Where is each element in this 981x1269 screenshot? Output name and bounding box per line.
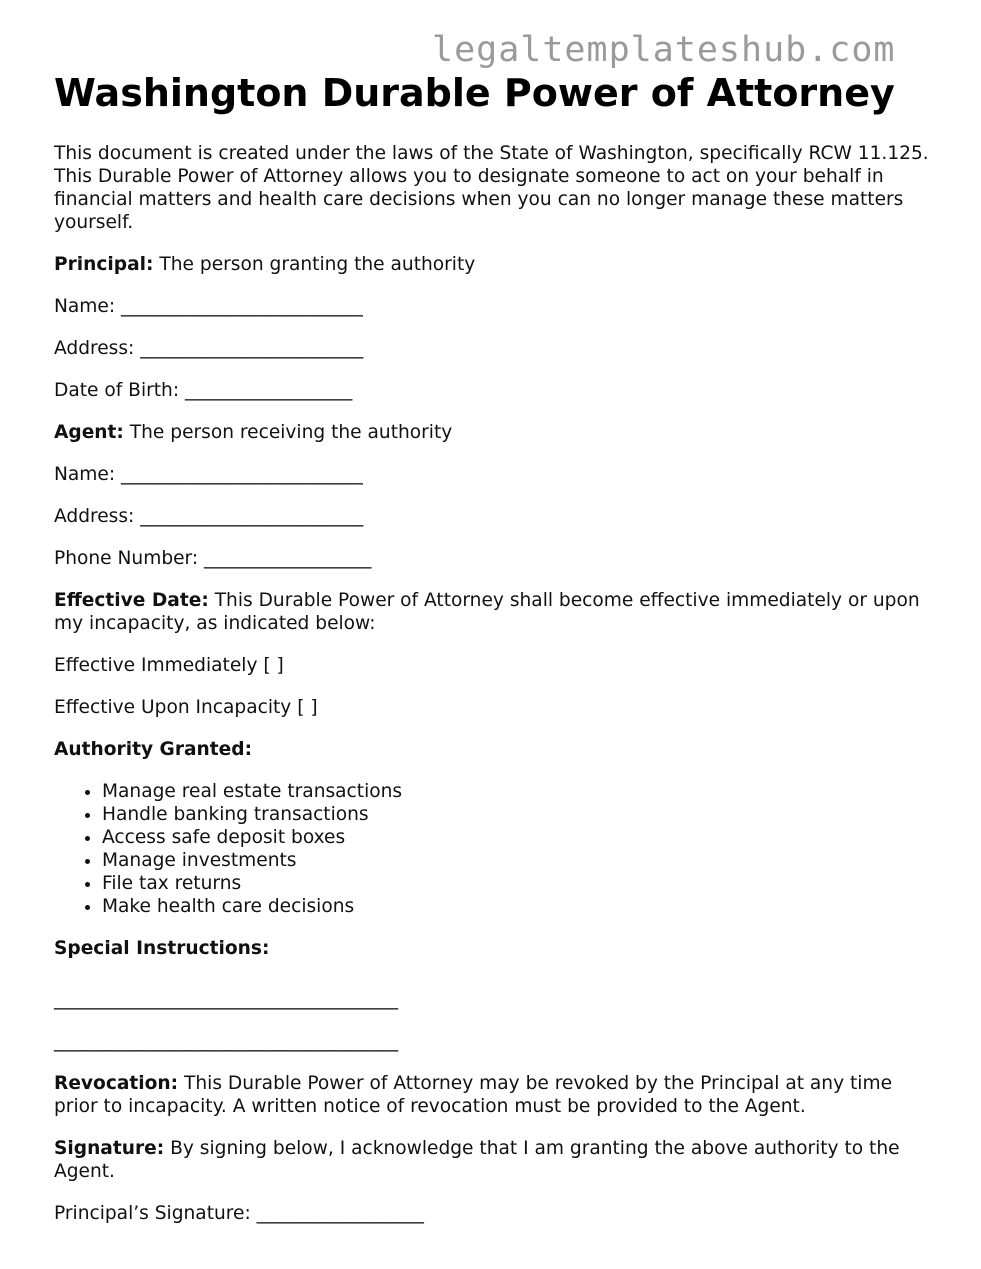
- agent-address-field[interactable]: Address: ________________________: [54, 506, 364, 527]
- agent-description: The person receiving the authority: [123, 422, 453, 443]
- principal-heading-line: [54, 253, 934, 276]
- principal-dob-field[interactable]: Date of Birth: __________________: [54, 380, 353, 401]
- list-item: • Handle banking transactions: [102, 803, 934, 826]
- special-instructions-line-2[interactable]: _____________________________________: [54, 1031, 398, 1052]
- revocation-paragraph: [54, 1072, 934, 1118]
- intro-paragraph: This document is created under the laws of the State of Washington, specifically RCW 11.125. This Durable Power of Attorney allows you to designate someone to act on your behalf in financial matters and health care decisions when you can no longer manage these matters yourself.: [54, 143, 929, 233]
- special-instructions-heading-line: [54, 937, 934, 960]
- special-instructions-line-1[interactable]: _____________________________________: [54, 989, 398, 1010]
- effective-immediately-checkbox[interactable]: Effective Immediately [ ]: [54, 655, 284, 676]
- document-page: [54, 70, 934, 1225]
- watermark: legaltemplateshub.com: [432, 30, 896, 70]
- effective-date-paragraph: [54, 589, 934, 635]
- principal-name-field[interactable]: Name: __________________________: [54, 296, 363, 317]
- authority-list: [54, 780, 934, 918]
- revocation-description: This Durable Power of Attorney may be revoked by the Principal at any time prior to incapacity. A written notice of revocation must be provided to the Agent.: [54, 1073, 893, 1117]
- list-item: • Access safe deposit boxes: [102, 826, 934, 849]
- principal-address-field[interactable]: Address: ________________________: [54, 338, 364, 359]
- signature-heading: Signature:: [54, 1138, 165, 1159]
- authority-heading: Authority Granted:: [54, 739, 253, 760]
- list-item: • Manage real estate transactions: [102, 780, 934, 803]
- list-item: • File tax returns: [102, 872, 934, 895]
- agent-heading: Agent:: [54, 422, 124, 443]
- signature-paragraph: [54, 1137, 934, 1183]
- agent-name-field[interactable]: Name: __________________________: [54, 464, 363, 485]
- principal-description: The person granting the authority: [153, 254, 476, 275]
- special-instructions-heading: Special Instructions:: [54, 938, 270, 959]
- signature-description: By signing below, I acknowledge that I am granting the above authority to the Agent.: [54, 1138, 900, 1182]
- agent-heading-line: [54, 421, 934, 444]
- revocation-heading: Revocation:: [54, 1073, 179, 1094]
- principal-heading: Principal:: [54, 254, 154, 275]
- agent-phone-field[interactable]: Phone Number: __________________: [54, 548, 372, 569]
- document-title: Washington Durable Power of Attorney: [54, 71, 895, 115]
- authority-heading-line: [54, 738, 934, 761]
- effective-date-description: This Durable Power of Attorney shall become effective immediately or upon my incapacity, as indicated below:: [54, 590, 920, 634]
- list-item: • Manage investments: [102, 849, 934, 872]
- list-item: • Make health care decisions: [102, 895, 934, 918]
- effective-date-heading: Effective Date:: [54, 590, 209, 611]
- principal-signature-field[interactable]: Principal’s Signature: __________________: [54, 1203, 424, 1224]
- effective-upon-incapacity-checkbox[interactable]: Effective Upon Incapacity [ ]: [54, 697, 318, 718]
